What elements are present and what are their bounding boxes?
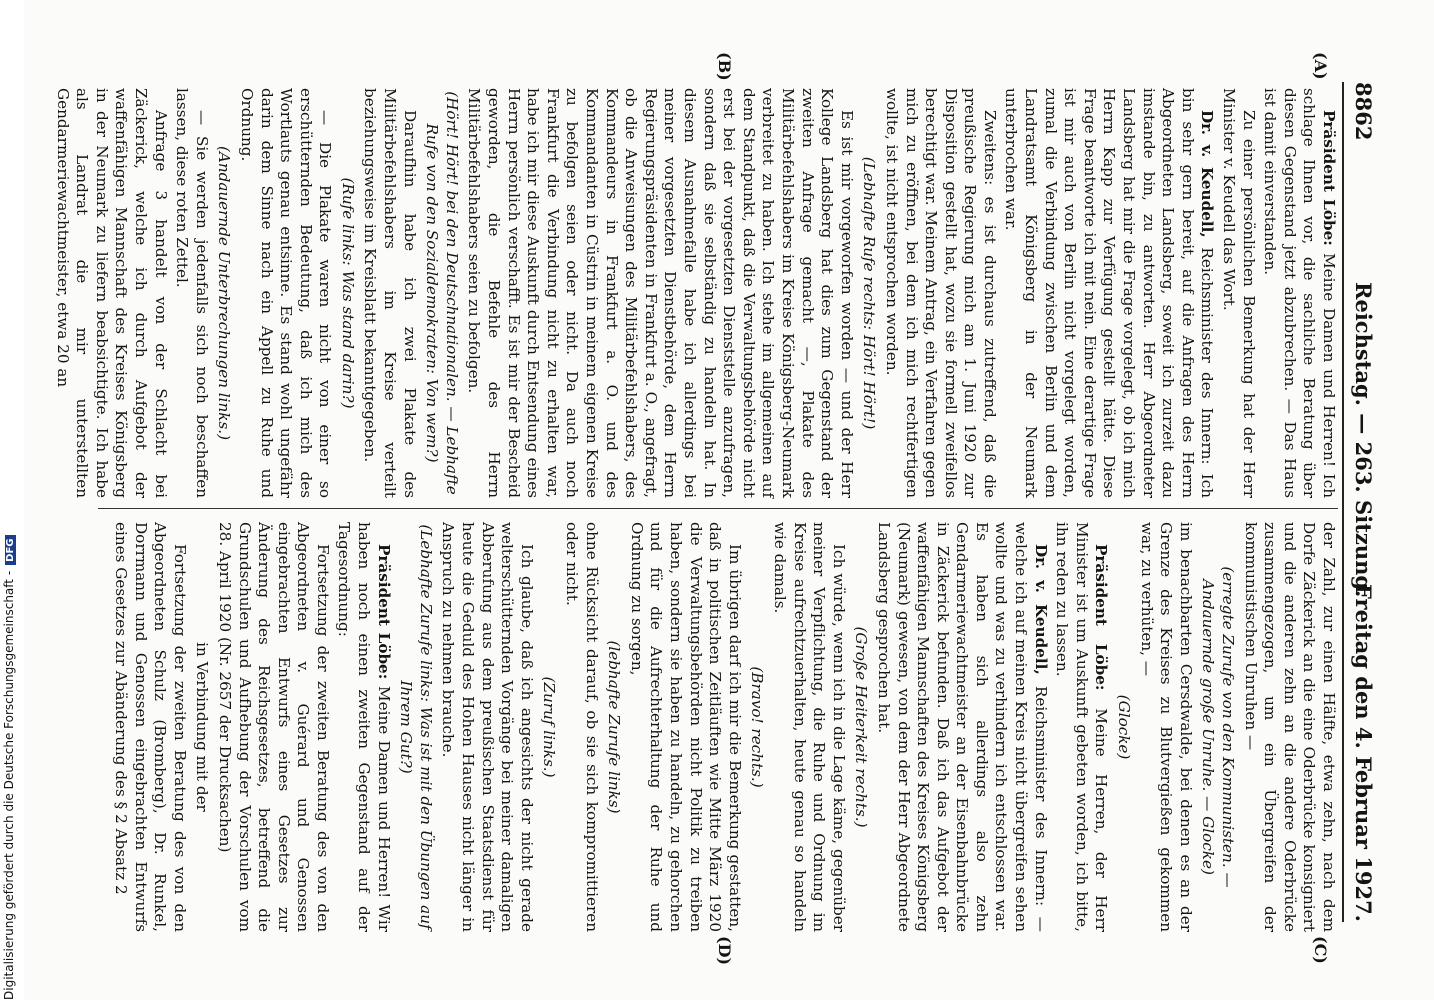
speaker-name: Dr. v. Keudell,: [1031, 544, 1050, 686]
margin-marker-a: (A): [1311, 52, 1330, 80]
paragraph-text: Im übrigen darf ich mir die Bemerkung gestatten, daß in politischen Zeitläuften wie Mitte März 1920 die Verwaltungsbehörden nicht Politik zu treiben haben, sondern sie haben zu handeln, zu gehorchen und für die Aufrechterhaltung der Ruhe und Ordnung zu sorgen,: [627, 522, 744, 932]
paragraph: [1001, 88, 1217, 498]
paragraph: [110, 522, 188, 932]
dfg-logo-icon: DFG: [5, 536, 16, 565]
paragraph: [881, 88, 999, 498]
paragraph: [1136, 522, 1195, 932]
paragraph: [1240, 522, 1338, 932]
paragraph: [172, 88, 211, 498]
paragraph: [626, 522, 744, 932]
interjection: (Hört! Hört! bei den Deutschnationalen. — Lebhafte Rufe von den Sozialdemokraten: Von wem?): [423, 91, 461, 495]
speaker-name: Präsident Löbe:: [374, 544, 393, 687]
credit-text: Digitalisierung gefördert durch die Deutsche Forschungsgemeinschaft -: [2, 570, 16, 1000]
paragraph: [561, 522, 600, 932]
speaker-name: Dr. v. Keudell,: [1198, 110, 1217, 248]
paragraph-text: Zweitens: es ist durchaus zutreffend, daß die preußische Regierung mich am 1. Juni 1920 zur Disposition gestellt hat, wozu sie formell zweifellos berechtigt war. Meinem Antrag, ein Verfahren gegen mich zu eröffnen, bei dem ich mich rechtfertigen wollte, ist nicht entsprochen worden.: [882, 88, 999, 498]
paragraph-text: im benachbarten Cersdwalde, bei denen es an der Grenze des Kreises zu Blutvergießen gekommen war, zu verhüten, —: [1137, 522, 1195, 932]
interjection: (Zuruf links.): [540, 676, 559, 778]
paragraph-text: Meine Herren, der Herr Minister ist um Auskunft gebeten worden, ich bitte, ihn reden zu lassen.: [1053, 522, 1111, 932]
session-title: Reichstag. — 263. Sitzung.: [1351, 282, 1376, 598]
interjection: (Lebhafte Rufe rechts: Hört! Hört!): [860, 156, 879, 430]
speaker-name: Präsident Löbe:: [1320, 110, 1338, 254]
paragraph-text: Fortsetzung der zweiten Beratung des von den Abgeordneten Schulz (Bromberg), Dr. Runkel, Dorrmann und Genossen eingebrachten Entwurfs eines Gesetzes zur Abänderung des § 2 Absatz 2: [111, 522, 189, 932]
paragraph: [1052, 522, 1111, 932]
margin-marker-b: (B): [715, 52, 734, 81]
paragraph: [464, 88, 856, 498]
paragraph-text: Reichsminister des Innern: — welche ich auf meinen Kreis nicht übergreifen sehen wollte und was zu verhindern ich entschlossen war. Es haben sich allerdings also zehn Gendarmeriewachtmeister an der Eisenbahnbrücke in Zäckerick befunden. Daß ich das Aufgebot der waffenfähigen Mannschaften des Kreises Königsberg (Neumark) gewesen, von dem der Herr Abgeordnete Landsberg gesprochen hat.: [874, 522, 1050, 932]
paragraph: [52, 88, 170, 498]
paragraph: [438, 522, 536, 932]
interjection: (erregte Zurufe von den Kommunisten. — Andauernde große Unruhe. — Glocke): [1199, 566, 1238, 888]
paragraph: [334, 522, 393, 932]
paragraph: [769, 522, 847, 932]
paragraph-text: Fortsetzung der zweiten Beratung des von den Abgeordneten v. Guérard und Genossen eingebrachten Entwurfs eines Gesetzes zur Änderung des Reichsgesetzes, betreffend die Grundschulen und Aufhebung der Vorschulen vom 28. April 1920 (Nr. 2657 der Drucksachen): [215, 522, 332, 932]
interjection: (Andauernde Unterbrechungen links.): [215, 145, 234, 441]
paragraph-text: ohne Rücksicht darauf, ob sie sich kompromittieren oder nicht.: [563, 522, 601, 932]
paragraph: [214, 522, 332, 932]
agenda-connector: in Verbindung mit der: [193, 642, 212, 812]
interjection: (Große Heiterkeit rechts.): [852, 626, 871, 828]
column-divider: [98, 508, 1338, 509]
interjection: (lebhafte Zurufe links): [605, 640, 624, 814]
paragraph-text: Anfrage 3 handelt von der Schlacht bei Zäckerick, welche ich durch Aufgebot der waffenfähigen Mannschaft des Kreises Königsberg in der Neumark zu liefern beabsichtigte. Ich habe als Landrat die mir unterstellten Gendarmeriewachtmeister, etwa 20 an: [53, 88, 170, 498]
speaker-name: Präsident Löbe:: [1092, 544, 1111, 709]
paragraph-text: Ich glaube, daß ich angesichts der nicht gerade welterschütternden Vorgänge bei meiner damaligen Abberufung aus dem preußischen Staatsdienst für heute die Geduld des Hohen Hauses nicht länger in Anspruch zu nehmen brauche.: [439, 522, 536, 932]
paragraph: [1218, 88, 1257, 498]
paragraph-text: Es ist mir vorgeworfen worden — und der Herr Kollege Landsberg hat dies zum Gegenstand der zweiten Anfrage gemacht —, Plakate des Militärbefehlshabers im Kreise Königsberg-Neumark verbreitet zu haben. Ich stehe im allgemeinen auf dem Standpunkt, daß die Verwaltungsbehörde nicht erst bei der vorgesetzten Dienststelle anzufragen, sondern daß sie selbständig zu handeln hat. In diesem Ausnahmefalle habe ich allerdings bei meiner vorgesetzten Dienstbehörde, dem Herrn Regierungspräsidenten in Frankfurt a. O., angefragt, ob die Anweisungen des Militärbefehlshabers, des Kommandeurs in Frankfurt a. O. und des Kommandanten in Cüstrin in meinem eigenen Kreise zu befolgen seien oder nicht. Da auch noch Frankfurt die Verbindung nicht zu erhalten war, habe ich mir diese Auskunft durch Entsendung eines Herrn persönlich verschafft. Es ist mir der Bescheid geworden, die Befehle des Herrn Militärbefehlshabers seien zu befolgen.: [465, 88, 856, 498]
page-number: 8862: [1351, 82, 1376, 141]
paragraph-text: Ich würde, wenn ich in die Lage käme, gegenüber meiner Verpflichtung, die Ruhe und Ordnung im Kreise aufrechtzuerhalten, heute genau so handeln wie damals.: [770, 522, 848, 932]
paragraph-text: Meine Damen und Herren! Ich schlage Ihnen vor, die sachliche Beratung über diesen Gegenstand jetzt abzubrechen. — Das Haus ist damit einverstanden.: [1261, 88, 1338, 498]
paragraph-text: der Zahl, zur einen Hälfte, etwa zehn, nach dem Dorfe Zäckerick an die eine Oderbrücke konsigniert und die anderen zehn an die andere Oderbrücke zusammengezogen, um ein Übergreifen der kommunistischen Unruhen —: [1241, 522, 1338, 932]
paragraph-text: Reichsminister des Innern: Ich bin sehr gern bereit, auf die Anfragen des Herrn Abgeordneten Landsberg, soweit ich zurzeit dazu imstande bin, zu antworten. Herr Abgeordneter Landsberg hat mir die Frage vorgelegt, ob ich mich Herrn Kapp zur Verfügung gestellt hätte. Diese Frage beantworte ich mit nein. Eine derartige Frage ist mir auch von Berlin nicht vorgelegt worden, zumal die Verbindung zwischen Berlin und dem Landratsamt Königsberg in der Neumark unterbrochen war.: [1002, 88, 1217, 498]
interjection: (Lebhafte Zurufe links: Was ist mit den Übungen auf Ihrem Gut?): [397, 524, 435, 930]
paragraph-text: Daraufhin habe ich zwei Plakate des Militärbefehlshabers im Kreise verteilt beziehungsweise im Kreisblatt bekanntgegeben.: [361, 88, 419, 498]
interjection: (Glocke): [1115, 694, 1134, 760]
paragraph: [236, 88, 334, 498]
interjection: (Rufe links: Was stand darin?): [338, 177, 357, 409]
left-text-column: [50, 88, 1338, 498]
session-date: Freitag den 4. Februar 1927.: [1351, 584, 1376, 922]
paragraph: [1260, 88, 1338, 498]
paragraph-text: Meine Damen und Herren! Wir haben noch einen zweiten Gegenstand auf der Tagesordnung:: [335, 522, 393, 932]
margin-marker-d: (D): [715, 936, 734, 966]
paragraph-text: — Sie werden jedenfalls sich noch beschaffen lassen, diese roten Zettel.: [173, 88, 211, 498]
page-header: [1342, 82, 1376, 922]
paragraph: [873, 522, 1049, 932]
right-text-column: [108, 522, 1338, 932]
margin-marker-c: (C): [1311, 936, 1330, 964]
paragraph: [360, 88, 419, 498]
paragraph-text: — Die Plakate waren nicht von einer so erschütternden Bedeutung, daß ich mich des Wortlauts genau entsinne. Es stand wohl ungefähr darin dem Sinne nach ein Appell zu Ruhe und Ordnung.: [237, 88, 335, 498]
interjection: (Bravo! rechts.): [748, 666, 767, 788]
digitization-credit-strip: [0, 0, 24, 1000]
header-rule: [1342, 82, 1344, 922]
paragraph-text: Zu einer persönlichen Bemerkung hat der Herr Minister v. Keudell das Wort.: [1220, 88, 1258, 498]
digitization-credit: [2, 0, 22, 1000]
